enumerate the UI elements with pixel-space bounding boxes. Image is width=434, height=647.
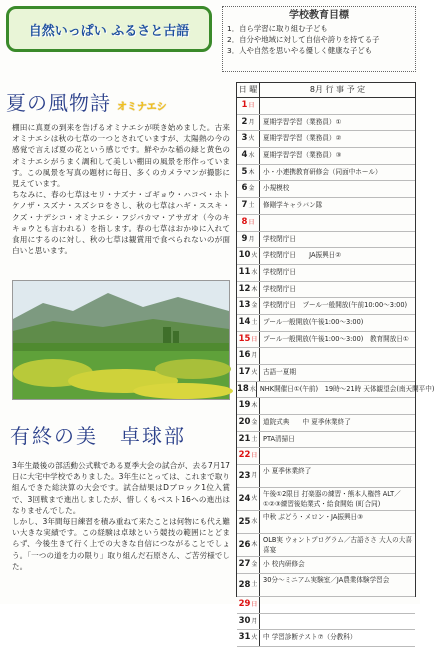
schedule-row <box>237 98 415 115</box>
school-goal: 2．自分や地域に対して自信や誇りを持てる子 <box>227 35 380 44</box>
day-column-header: 日 曜 <box>237 83 260 97</box>
schedule-event: 午後①2限目 打楽器の練習・熊本人権啓 ALT／①②③練習後始業式・給食開始 (町合同) <box>263 490 401 509</box>
weekday: 日 <box>248 102 255 109</box>
weekday: 月 <box>248 118 255 126</box>
weekday: 月 <box>251 617 258 625</box>
schedule-row <box>237 432 415 449</box>
schedule-day <box>237 597 260 613</box>
weekday: 日 <box>251 335 258 343</box>
schedule-day <box>237 448 260 464</box>
schedule-day <box>237 332 260 348</box>
day-number: 24 <box>238 494 251 505</box>
day-number: 4 <box>241 150 248 161</box>
weekday: 日 <box>248 218 255 226</box>
weekday: 金 <box>248 185 255 193</box>
schedule-row <box>237 315 415 332</box>
event-column-header: 8月 行 事 予 定 <box>309 85 366 94</box>
schedule-row <box>237 597 415 614</box>
schedule-event: NHK開催日①(午前) 19時〜21時 天体観望会(南天開平中) <box>259 384 434 393</box>
day-number: 14 <box>238 316 251 327</box>
schedule-row <box>237 415 415 432</box>
weekday: 金 <box>251 302 258 310</box>
schedule-day <box>237 488 260 510</box>
day-number: 7 <box>241 200 248 211</box>
schedule-row <box>237 332 415 349</box>
day-number: 27 <box>238 559 251 570</box>
schedule-event <box>260 614 415 630</box>
schedule-row <box>237 265 415 282</box>
schedule-row <box>237 148 415 165</box>
weekday: 火 <box>251 369 258 376</box>
day-number: 12 <box>238 283 251 294</box>
day-number: 13 <box>238 300 251 311</box>
schedule-row <box>237 382 434 399</box>
day-number: 1 <box>241 100 248 110</box>
article2-title: 有終の美 卓球部 <box>10 423 186 448</box>
day-number: 23 <box>238 471 251 482</box>
schedule-row <box>237 534 415 557</box>
schedule-day <box>237 557 260 573</box>
schedule-day <box>237 574 260 596</box>
article1-paragraph: 棚田に真夏の到来を告げるオミナエシが咲き始めました。古来オミナエシは秋の七草の一つとされていますが、太陽熱の今の感覚で言えば夏の花という感じです。鮮やかな稲の緑と黄色のオミナエシがうまく調和して美しい棚田の風景を形作っています。この風景を写真の題材に毎日、多くのカメラマンが撮影に見えています。 <box>12 123 230 189</box>
schedule-row <box>237 248 415 265</box>
schedule-day <box>237 415 260 431</box>
schedule-row <box>237 398 415 415</box>
day-number: 3 <box>241 133 248 144</box>
schedule-day <box>237 282 260 298</box>
school-goal: 1．自ら学習に取り組む子ども <box>227 24 328 33</box>
weekday: 木 <box>251 285 258 293</box>
schedule-event <box>260 597 415 613</box>
weekday: 月 <box>251 352 258 360</box>
day-number: 31 <box>238 632 251 643</box>
weekday: 火 <box>248 135 255 143</box>
schedule-event <box>260 98 415 114</box>
weekday: 日 <box>251 452 258 460</box>
article2-paragraph: 3年生最後の部活動公式戦である夏季大会の試合が、去る7月17日に大宅中学校でありました。3年生にとっては、これまで取り組んできた総決算の大会です。試合結果はDブロック1位入賞で、3回戦まで進出しましたが、惜しくもベスト16への進出はなりませんでした。 <box>12 461 230 515</box>
weekday: 火 <box>251 252 258 260</box>
schedule-day <box>237 115 260 131</box>
article2-heading <box>10 420 230 448</box>
schedule-row <box>237 215 415 232</box>
schedule-day <box>237 465 260 487</box>
schedule-event: 小規模校 <box>263 184 290 193</box>
day-number: 2 <box>241 116 248 127</box>
day-number: 20 <box>238 417 251 428</box>
schedule-event: 道院式典 中 夏季休業終了 <box>263 418 351 427</box>
schedule-event: 学校閉庁日 プール一般開放(午前10:00〜3:00) <box>263 301 408 310</box>
schedule-row <box>237 165 415 182</box>
schedule-day <box>237 614 260 630</box>
day-number: 22 <box>238 450 251 461</box>
schedule-row <box>237 365 415 382</box>
schedule-row <box>237 448 415 465</box>
article2-paragraph: しかし、3年間毎日練習を積み重ねて来たことは何物にも代え難い大きな実績です。この経験は卓球という競技の範囲にとどまらず、今後生きて行く上での大きな自信につながることでしょう。「一つの道を力の限り」取り組んだ石原さん、ご苦労様でした。 <box>12 517 230 571</box>
weekday: 土 <box>248 202 255 210</box>
schedule-row <box>237 574 415 597</box>
weekday: 土 <box>251 318 258 326</box>
schedule-day <box>237 248 260 264</box>
schedule-event: 小・小連携教育研修会（同面中ホール） <box>263 167 382 176</box>
schedule-event: 夏期学習学習（業務員）③ <box>263 151 342 160</box>
august-schedule-table <box>236 82 434 643</box>
schedule-day <box>237 131 260 147</box>
day-number: 17 <box>238 367 251 377</box>
schedule-event <box>260 398 415 414</box>
schedule-event <box>260 215 415 231</box>
weekday: 木 <box>251 402 258 410</box>
weekday: 水 <box>248 152 255 160</box>
day-number: 5 <box>241 166 248 177</box>
schedule-event: 30分〜ミニアム実験室／JA農業体験学習会 <box>263 575 390 584</box>
day-number: 25 <box>238 517 251 528</box>
rice-terrace-photo <box>12 280 230 400</box>
schedule-day <box>237 181 260 197</box>
school-goals-title: 学校教育目標 <box>289 10 349 21</box>
day-number: 30 <box>238 615 251 626</box>
day-number: 29 <box>238 598 251 609</box>
schedule-row <box>237 282 415 299</box>
schedule-day <box>237 382 257 398</box>
schedule-day <box>237 348 260 364</box>
school-goal: 3．人や自然を思いやる優しく健康な子ども <box>227 46 373 55</box>
day-number: 18 <box>237 383 249 394</box>
schedule-event: 夏期学習学習（業務員）② <box>263 134 342 143</box>
schedule-day <box>237 365 260 381</box>
day-number: 10 <box>238 250 251 261</box>
weekday: 金 <box>251 419 258 427</box>
schedule-row <box>237 115 415 132</box>
weekday: 水 <box>251 518 258 526</box>
weekday: 水 <box>251 268 258 276</box>
weekday: 土 <box>251 580 258 588</box>
schedule-day <box>237 198 260 214</box>
weekday: 火 <box>251 634 258 642</box>
schedule-event <box>260 448 415 464</box>
schedule-event: 修剛学キャラバン隊 <box>263 201 323 210</box>
article1-body <box>12 122 230 256</box>
schedule-day <box>237 315 260 331</box>
schedule-row <box>237 198 415 215</box>
article2-body <box>12 460 230 572</box>
schedule-day <box>237 432 260 448</box>
schedule-event: 小 夏季休業終了 <box>263 467 312 476</box>
weekday: 土 <box>251 435 258 443</box>
schedule-event: 夏期学習学習（業務員）① <box>263 117 342 126</box>
schedule-row <box>237 488 415 511</box>
day-number: 21 <box>238 433 251 444</box>
schedule-row <box>237 348 415 365</box>
schedule-event: プール一般開放(午後1:00〜3:00) <box>263 317 364 326</box>
schedule-event: 中秋 ぶどう・メロン・JA振興日③ <box>263 513 364 522</box>
day-number: 8 <box>241 216 248 227</box>
schedule-event: PTA清掃日 <box>263 434 295 443</box>
day-number: 16 <box>238 350 251 361</box>
schedule-day <box>237 511 260 533</box>
schedule-event: 学校閉庁日 <box>263 284 296 293</box>
schedule-row <box>237 232 415 249</box>
article1-title: 夏の風物詩 <box>6 91 111 115</box>
schedule-row <box>237 298 415 315</box>
newsletter-banner <box>6 6 212 52</box>
schedule-event: 中 学習診断テスト⑦（分教科） <box>263 633 357 642</box>
weekday: 月 <box>251 472 258 480</box>
schedule-row <box>237 511 415 534</box>
schedule-event: プール一般開放(午後1:00〜3:00) 教育開放日① <box>263 334 409 343</box>
weekday: 金 <box>251 561 258 569</box>
article1-paragraph: ちなみに、春の七草はセリ・ナズナ・ゴギョウ・ハコベ・ホトケノザ・スズナ・スズシロをさし、秋の七草はハギ・ススキ・クズ・ナデシコ・オミナエシ・フジバカマ・アサガオ（今のキキョウとも言われる）を指します。春の七草はおかゆに入れて食用にするのに対し、秋の七草は観賞用で食べられないのが面白いと思います。 <box>12 190 230 256</box>
day-number: 9 <box>241 233 248 244</box>
schedule-day <box>237 630 260 646</box>
day-number: 11 <box>238 266 251 277</box>
schedule-row <box>237 181 415 198</box>
schedule-day <box>237 165 260 181</box>
day-number: 6 <box>241 183 248 194</box>
day-number: 19 <box>238 400 251 411</box>
schedule-row <box>237 557 415 574</box>
schedule-row <box>237 630 415 647</box>
schedule-event: 学校閉庁日 <box>263 234 296 243</box>
schedule-event: OLB実 ウォントプログラム／古語ささ 大人の大喜喜宴 <box>263 536 412 555</box>
schedule-header <box>237 83 415 98</box>
schedule-row <box>237 131 415 148</box>
schedule-rows <box>237 98 434 647</box>
day-number: 26 <box>238 540 251 551</box>
weekday: 日 <box>251 600 258 608</box>
schedule-event: 学校閉庁日 <box>263 267 296 276</box>
article1-subtitle: オミナエシ <box>117 102 167 113</box>
schedule-day <box>237 398 260 414</box>
weekday: 木 <box>251 541 258 549</box>
weekday: 水 <box>249 385 256 393</box>
rice-terrace-image <box>13 281 229 399</box>
schedule-day <box>237 215 260 231</box>
schedule-event: 小 校内研修会 <box>263 560 305 569</box>
schedule-day <box>237 298 260 314</box>
schedule-day <box>237 148 260 164</box>
day-number: 28 <box>238 579 251 590</box>
schedule-event: 学校閉庁日 JA振興日② <box>263 251 342 260</box>
weekday: 木 <box>248 168 255 176</box>
day-number: 15 <box>238 333 251 344</box>
schedule-row <box>237 614 415 631</box>
article1-heading <box>6 90 236 116</box>
schedule-row <box>237 465 415 488</box>
weekday: 火 <box>251 495 258 503</box>
schedule-event <box>260 348 415 364</box>
schedule-day <box>237 98 260 114</box>
schedule-day <box>237 265 260 281</box>
school-goals-box <box>222 6 416 72</box>
schedule-day <box>237 534 260 556</box>
schedule-day <box>237 232 260 248</box>
newsletter-title: 自然いっぱい ふるさと古語 <box>28 23 190 39</box>
schedule-event: 古語一夏期 <box>263 368 296 376</box>
weekday: 月 <box>248 235 255 243</box>
